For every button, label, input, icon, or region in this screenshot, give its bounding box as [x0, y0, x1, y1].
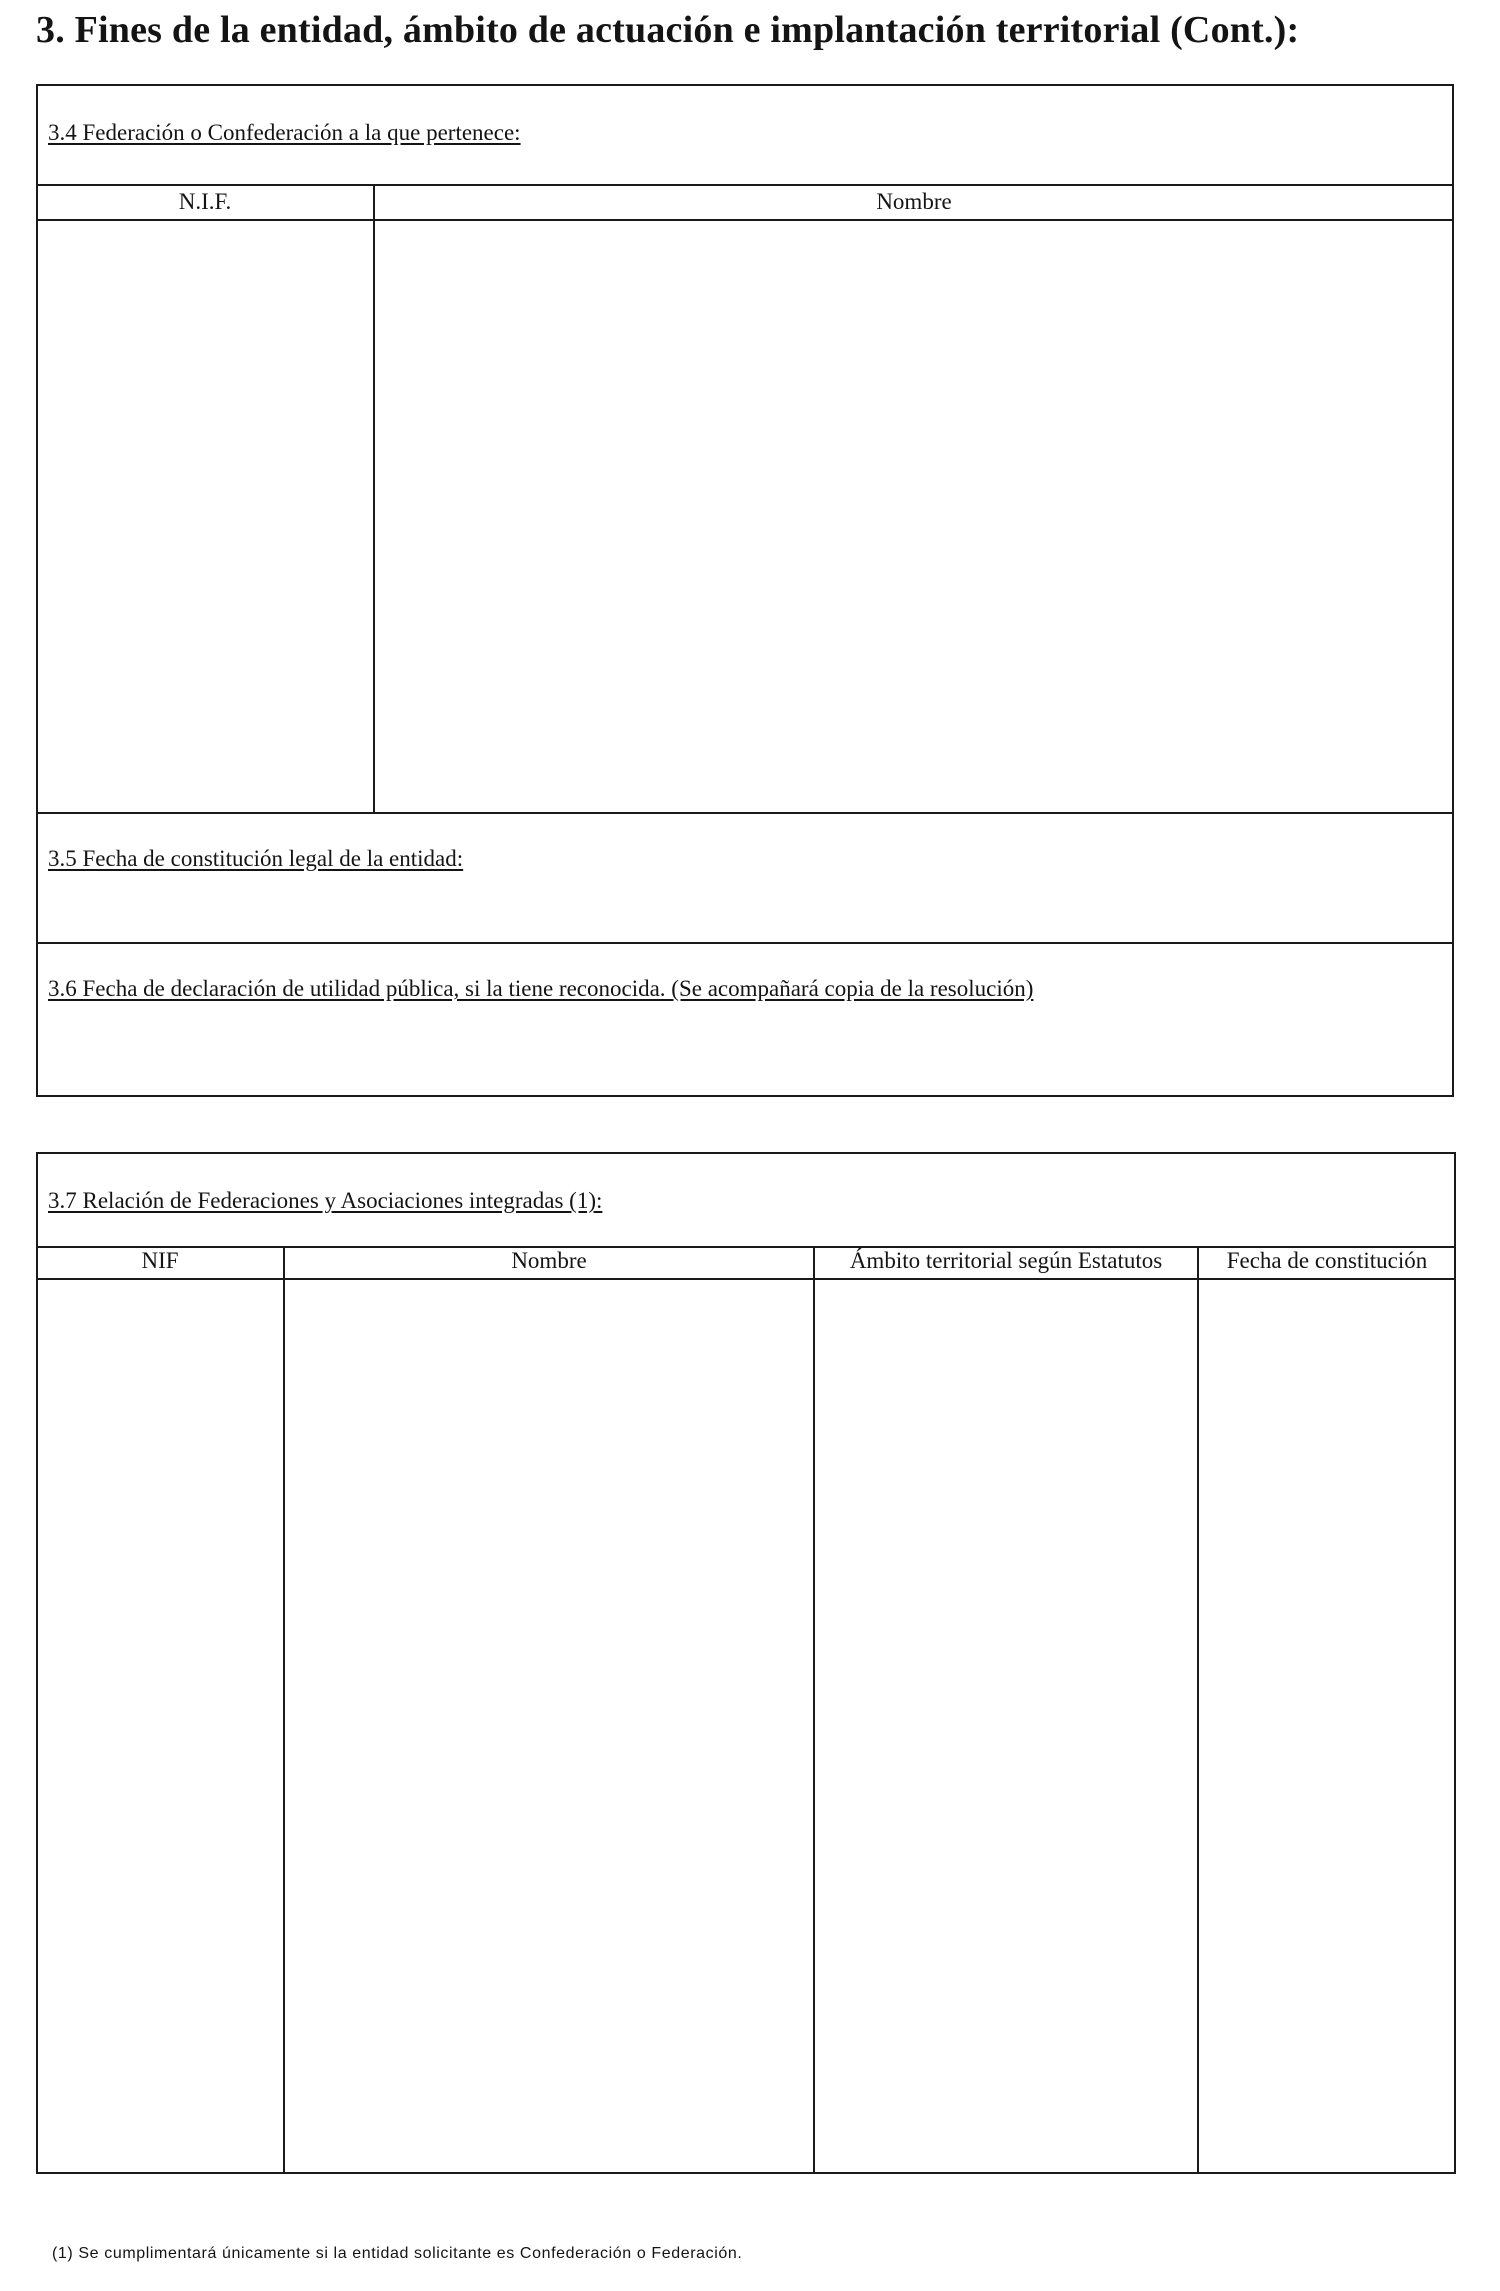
- section-3-5-label: 3.5 Fecha de constitución legal de la entidad:: [48, 846, 464, 871]
- section-3-6-label: 3.6 Fecha de declaración de utilidad pública, si la tiene reconocida. (Se acompañará copia de la resolución): [48, 976, 1034, 1001]
- section-3-7-label: 3.7 Relación de Federaciones y Asociaciones integradas (1):: [48, 1188, 603, 1213]
- column-divider-3: [1197, 1246, 1199, 2174]
- federation-nif-field[interactable]: [38, 221, 372, 811]
- column-header-nombre: Nombre: [511, 1248, 587, 1273]
- section-3-4-label: 3.4 Federación o Confederación a la que pertenece:: [48, 120, 521, 145]
- column-header-nif: NIF: [141, 1248, 179, 1273]
- column-header-nombre: Nombre: [876, 189, 952, 214]
- divider-3-4-header-top: [36, 184, 1454, 186]
- fecha-utilidad-publica-field[interactable]: [38, 1016, 1452, 1094]
- footnote: (1) Se cumplimentará únicamente si la entidad solicitante es Confederación o Federación.: [52, 2245, 743, 2262]
- integrated-nombre-column[interactable]: [286, 1281, 812, 2171]
- column-divider-nif-nombre: [373, 184, 375, 813]
- page-title: 3. Fines de la entidad, ámbito de actuación e implantación territorial (Cont.):: [36, 9, 1300, 51]
- column-header-ambito-territorial: Ámbito territorial según Estatutos: [849, 1248, 1163, 1273]
- divider-3-6-top: [36, 942, 1454, 944]
- divider-3-7-header-bottom: [36, 1278, 1456, 1280]
- integrated-ambito-column[interactable]: [816, 1281, 1196, 2171]
- fecha-constitucion-field[interactable]: [38, 886, 1452, 940]
- integrated-fecha-column[interactable]: [1200, 1281, 1454, 2171]
- integrated-nif-column[interactable]: [38, 1281, 282, 2171]
- column-divider-1: [283, 1246, 285, 2174]
- column-header-nif: N.I.F.: [178, 189, 232, 214]
- column-divider-2: [813, 1246, 815, 2174]
- divider-3-5-top: [36, 812, 1454, 814]
- column-header-fecha-constitucion: Fecha de constitución: [1226, 1248, 1428, 1273]
- federation-nombre-field[interactable]: [376, 221, 1452, 811]
